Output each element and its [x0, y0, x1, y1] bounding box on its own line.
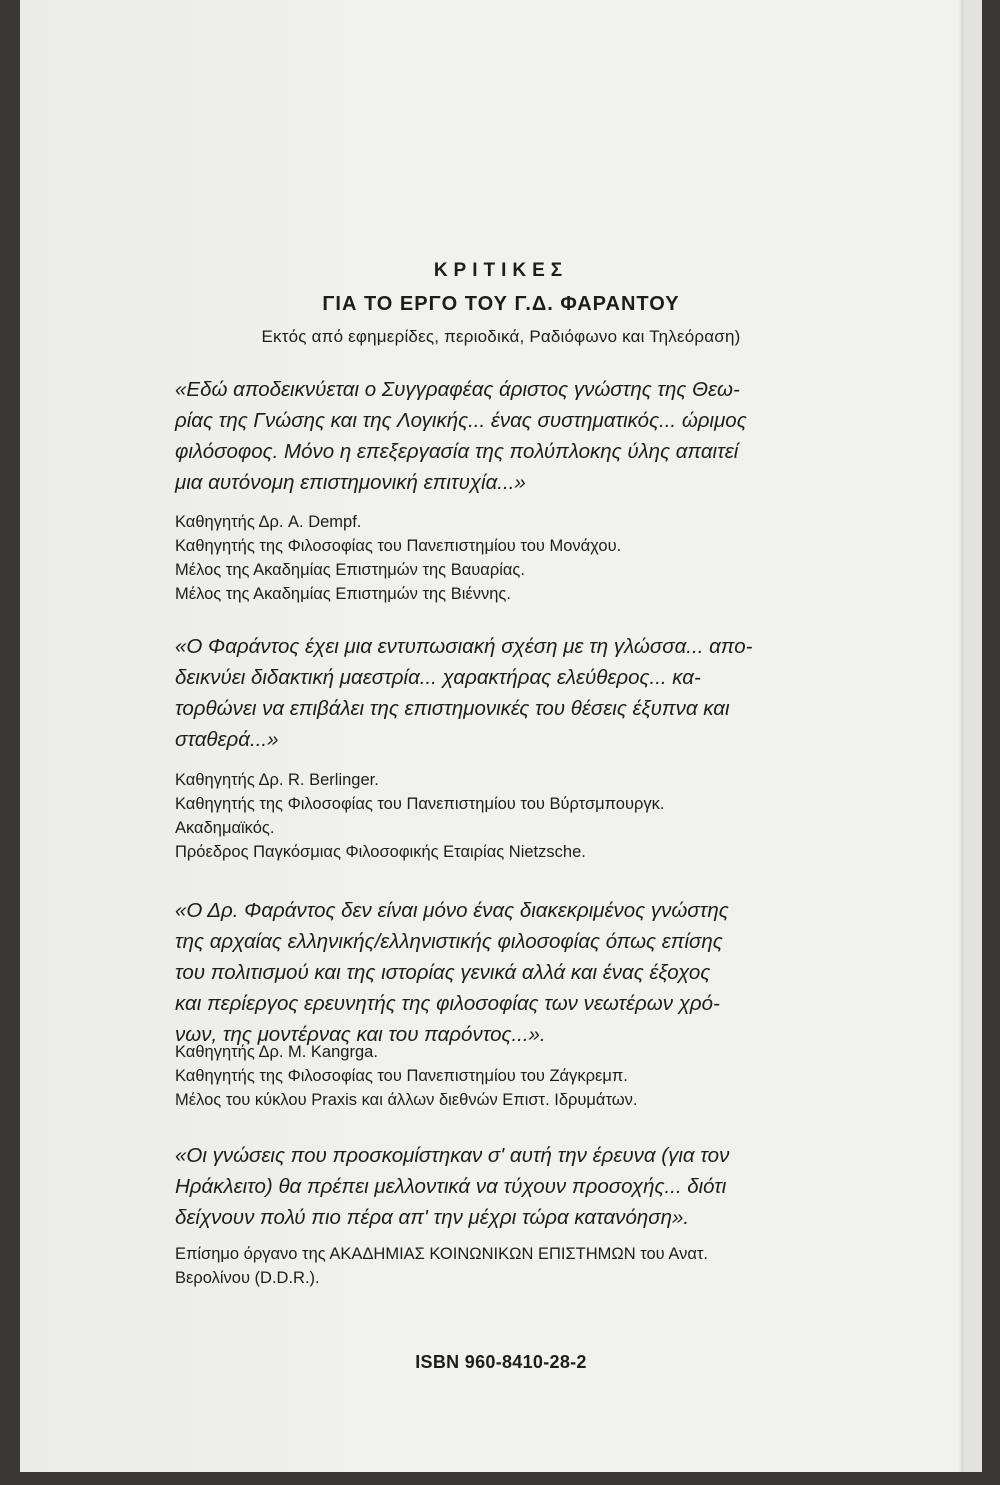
review-quote-1 [175, 374, 905, 498]
quote-line: δείχνουν πολύ πιο πέρα απ' την μέχρι τώρα κατανόηση». [175, 1206, 690, 1229]
attribution-line: Μέλος της Ακαδημίας Επιστημών της Βαυαρίας. [175, 561, 525, 579]
quote-line: δεικνύει διδακτική μαεστρία... χαρακτήρας ελεύθερος... κα- [175, 666, 701, 689]
attribution-line: Καθηγητής Δρ. R. Berlinger. [175, 771, 379, 789]
quote-line: «Οι γνώσεις που προσκομίστηκαν σ' αυτή την έρευνα (για τον [175, 1144, 730, 1167]
isbn-number: ISBN 960-8410-28-2 [415, 1352, 587, 1372]
review-attribution-1 [175, 510, 905, 606]
quote-line: νων, της μοντέρνας και του παρόντος...». [175, 1023, 546, 1046]
page-note: Εκτός από εφημερίδες, περιοδικά, Ραδιόφωνο και Τηλεόραση) [261, 327, 741, 346]
attribution-line: Καθηγητής Δρ. A. Dempf. [175, 513, 362, 531]
quote-line: της αρχαίας ελληνικής/ελληνιστικής φιλοσοφίας όπως επίσης [175, 930, 723, 953]
review-attribution-4 [175, 1242, 905, 1290]
attribution-line: Πρόεδρος Παγκόσμιας Φιλοσοφικής Εταιρίας Nietzsche. [175, 843, 586, 861]
page-title: ΚΡΙΤΙΚΕΣ [433, 260, 569, 281]
quote-line: «Ο Δρ. Φαράντος δεν είναι μόνο ένας διακεκριμένος γνώστης [175, 899, 729, 922]
book-back-cover [20, 0, 982, 1472]
attribution-line: Ακαδημαϊκός. [175, 819, 275, 837]
review-attribution-2 [175, 768, 905, 864]
review-quote-3 [175, 895, 905, 1050]
quote-line: σταθερά...» [175, 728, 279, 751]
review-attribution-3 [175, 1040, 905, 1112]
cover-edge-strip [964, 0, 982, 1472]
attribution-line: Μέλος του κύκλου Praxis και άλλων διεθνών Επιστ. Ιδρυμάτων. [175, 1091, 638, 1109]
quote-line: τορθώνει να επιβάλει της επιστημονικές του θέσεις έξυπνα και [175, 697, 730, 720]
quote-line: ρίας της Γνώσης και της Λογικής... ένας συστηματικός... ώριμος [175, 409, 747, 432]
attribution-line: Καθηγητής της Φιλοσοφίας του Πανεπιστημίου του Ζάγκρεμπ. [175, 1067, 628, 1085]
quote-line: του πολιτισμού και της ιστορίας γενικά αλλά και ένας έξοχος [175, 961, 711, 984]
cover-fold-line [961, 0, 964, 1472]
attribution-line: Καθηγητής Δρ. M. Kangrga. [175, 1043, 378, 1061]
quote-line: μια αυτόνομη επιστημονική επιτυχία...» [175, 471, 526, 494]
page-subtitle: ΓΙΑ ΤΟ ΕΡΓΟ ΤΟΥ Γ.Δ. ΦΑΡΑΝΤΟΥ [322, 293, 680, 315]
quote-line: Ηράκλειτο) θα πρέπει μελλοντικά να τύχουν προσοχής... διότι [175, 1175, 727, 1198]
quote-line: «Εδώ αποδεικνύεται ο Συγγραφέας άριστος γνώστης της Θεω- [175, 378, 740, 401]
attribution-line: Μέλος της Ακαδημίας Επιστημών της Βιέννης. [175, 585, 511, 603]
attribution-line: Καθηγητής της Φιλοσοφίας του Πανεπιστημίου του Βύρτσμπουργκ. [175, 795, 665, 813]
review-quote-4 [175, 1140, 905, 1233]
attribution-line: Βερολίνου (D.D.R.). [175, 1269, 320, 1287]
quote-line: «Ο Φαράντος έχει μια εντυπωσιακή σχέση με τη γλώσσα... απο- [175, 635, 753, 658]
quote-line: και περίεργος ερευνητής της φιλοσοφίας των νεωτέρων χρό- [175, 992, 720, 1015]
attribution-line: Καθηγητής της Φιλοσοφίας του Πανεπιστημίου του Μονάχου. [175, 537, 622, 555]
review-quote-2 [175, 631, 905, 755]
attribution-line: Επίσημο όργανο της ΑΚΑΔΗΜΙΑΣ ΚΟΙΝΩΝΙΚΩΝ ΕΠΙΣΤΗΜΩΝ του Ανατ. [175, 1245, 708, 1263]
quote-line: φιλόσοφος. Μόνο η επεξεργασία της πολύπλοκης ύλης απαιτεί [175, 440, 739, 463]
